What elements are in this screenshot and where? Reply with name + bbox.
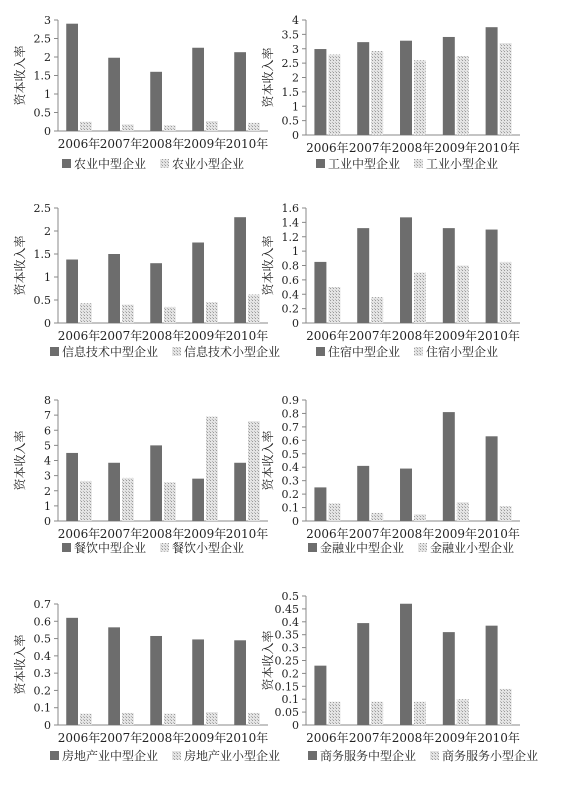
y-tick-label: 0.7 [33, 598, 51, 611]
y-tick-label: 1.6 [281, 202, 299, 215]
y-tick-label: 0.5 [281, 590, 299, 603]
bar-medium-2 [357, 466, 369, 521]
y-axis-label: 资本收入率 [13, 235, 27, 296]
x-category-label: 2008年 [391, 731, 435, 745]
x-category-label: 2006年 [306, 731, 349, 745]
legend-label-small: 商务服务小型企业 [442, 749, 539, 763]
legend-swatch-small [160, 159, 169, 168]
x-category-label: 2010年 [225, 137, 269, 151]
legend-swatch-small [418, 543, 427, 552]
bar-small-1 [328, 504, 340, 521]
y-tick-label: 2 [44, 51, 51, 64]
legend-swatch-medium [308, 543, 317, 552]
x-category-label: 2006年 [57, 137, 101, 151]
bar-small-2 [122, 713, 134, 725]
bar-medium-1 [314, 262, 326, 323]
x-category-label: 2007年 [348, 731, 392, 745]
bar-medium-2 [108, 627, 120, 725]
x-category-label: 2010年 [477, 527, 520, 541]
y-tick-label: 0.3 [281, 641, 299, 655]
bar-medium-5 [486, 230, 498, 323]
legend-swatch-medium [308, 751, 317, 760]
bar-small-2 [371, 297, 383, 323]
y-tick-label: 0.3 [33, 667, 51, 681]
x-category-label: 2008年 [391, 527, 435, 541]
x-category-label: 2007年 [99, 527, 143, 541]
chart-panel-2 [260, 14, 520, 171]
bar-small-2 [371, 702, 383, 725]
y-tick-label: 0.6 [281, 273, 299, 287]
legend-swatch-medium [62, 543, 71, 552]
x-category-label: 2006年 [57, 329, 101, 343]
y-tick-label: 0.4 [33, 649, 51, 663]
bar-small-5 [500, 506, 512, 521]
bar-small-4 [206, 302, 218, 323]
y-tick-label: 0 [292, 719, 299, 732]
y-tick-label: 4 [292, 14, 299, 27]
bar-medium-3 [150, 72, 162, 131]
y-tick-label: 4 [44, 454, 51, 468]
legend-swatch-medium [316, 159, 325, 168]
y-tick-label: 2.5 [281, 57, 299, 71]
legend-label-medium: 工业中型企业 [328, 157, 401, 171]
x-category-label: 2009年 [183, 329, 227, 343]
y-tick-label: 1 [44, 88, 51, 101]
bar-medium-2 [357, 228, 369, 323]
x-category-label: 2009年 [434, 329, 478, 343]
bar-small-3 [164, 307, 176, 323]
legend-swatch-small [172, 751, 181, 760]
y-tick-label: 0 [44, 515, 51, 528]
y-tick-label: 0.3 [281, 474, 299, 488]
y-tick-label: 0.15 [274, 680, 299, 694]
chart-panel-1 [12, 14, 268, 171]
legend-label-medium: 房地产业中型企业 [62, 749, 159, 763]
chart-panel-8 [260, 590, 538, 763]
legend-label-small: 工业小型企业 [426, 157, 499, 171]
bar-small-2 [122, 305, 134, 323]
bar-small-4 [206, 712, 218, 725]
bar-medium-1 [314, 666, 326, 725]
legend-swatch-medium [316, 347, 325, 356]
y-tick-label: 0.5 [33, 632, 51, 646]
bar-small-2 [122, 478, 134, 521]
x-category-label: 2009年 [183, 527, 227, 541]
bar-small-1 [328, 55, 340, 136]
x-category-label: 2009年 [434, 527, 478, 541]
y-tick-label: 0.1 [33, 701, 51, 715]
bar-medium-1 [66, 260, 78, 323]
bar-medium-4 [443, 412, 455, 521]
legend-swatch-medium [62, 159, 71, 168]
y-tick-label: 0 [44, 317, 51, 330]
bar-medium-4 [192, 639, 204, 725]
bar-small-5 [248, 294, 260, 323]
legend-label-small: 信息技术小型企业 [184, 345, 281, 359]
y-tick-label: 0.9 [281, 394, 299, 407]
y-tick-label: 0.6 [33, 615, 51, 629]
y-axis-label: 资本收入率 [261, 235, 275, 296]
x-category-label: 2007年 [99, 329, 143, 343]
y-tick-label: 0.35 [274, 628, 299, 642]
bar-medium-3 [400, 469, 412, 521]
bar-medium-1 [66, 453, 78, 521]
x-category-label: 2010年 [477, 329, 520, 343]
bar-small-3 [164, 714, 176, 725]
bar-small-1 [328, 287, 340, 323]
bar-medium-3 [400, 41, 412, 135]
bar-small-5 [248, 713, 260, 725]
y-tick-label: 0.1 [281, 501, 299, 515]
y-axis-label: 资本收入率 [261, 630, 275, 691]
bar-medium-1 [314, 487, 326, 521]
y-tick-label: 0.2 [33, 684, 51, 698]
legend-label-small: 农业小型企业 [172, 157, 245, 171]
y-tick-label: 0.8 [281, 259, 299, 273]
x-category-label: 2008年 [141, 329, 185, 343]
y-axis-label: 资本收入率 [261, 430, 275, 491]
bar-medium-2 [108, 58, 120, 131]
x-category-label: 2008年 [391, 141, 435, 155]
bar-small-4 [206, 121, 218, 131]
legend-label-medium: 金融业中型企业 [320, 541, 405, 555]
bar-medium-5 [486, 626, 498, 725]
x-category-label: 2006年 [306, 527, 349, 541]
legend-swatch-small [172, 347, 181, 356]
y-tick-label: 1.4 [281, 216, 299, 230]
x-category-label: 2010年 [477, 731, 520, 745]
y-tick-label: 0 [292, 515, 299, 528]
y-tick-label: 0.5 [33, 294, 51, 307]
y-tick-label: 1 [44, 271, 51, 284]
y-tick-label: 0.25 [274, 654, 299, 668]
y-axis-label: 资本收入率 [13, 634, 27, 695]
bar-small-5 [500, 43, 512, 135]
bar-medium-2 [357, 623, 369, 725]
bar-small-4 [457, 502, 469, 521]
bar-medium-4 [192, 243, 204, 324]
x-category-label: 2006年 [306, 141, 349, 155]
legend-label-small: 房地产业小型企业 [184, 749, 281, 763]
bar-medium-5 [234, 463, 246, 521]
legend-swatch-medium [50, 347, 59, 356]
x-category-label: 2007年 [348, 141, 392, 155]
y-tick-label: 1 [44, 499, 51, 513]
y-tick-label: 1.5 [33, 69, 51, 83]
bar-medium-3 [150, 636, 162, 725]
y-tick-label: 0.45 [274, 602, 299, 616]
bar-small-2 [371, 51, 383, 135]
y-tick-label: 2 [44, 484, 51, 498]
x-category-label: 2008年 [141, 731, 185, 745]
chart-panel-4 [260, 202, 520, 359]
x-category-label: 2010年 [225, 329, 269, 343]
bar-medium-3 [150, 445, 162, 521]
bar-medium-3 [150, 263, 162, 323]
bar-medium-5 [234, 52, 246, 131]
bar-small-4 [206, 417, 218, 521]
y-tick-label: 1.5 [281, 85, 299, 99]
y-tick-label: 0.4 [281, 461, 299, 475]
bar-medium-3 [400, 217, 412, 323]
x-category-label: 2008年 [141, 527, 185, 541]
legend-label-small: 金融业小型企业 [430, 541, 515, 555]
chart-panel-7 [12, 598, 280, 763]
y-tick-label: 0.7 [281, 420, 299, 434]
bar-medium-5 [234, 640, 246, 725]
legend-label-small: 住宿小型企业 [426, 345, 499, 359]
bar-small-5 [500, 262, 512, 323]
bar-medium-5 [234, 217, 246, 323]
bar-medium-5 [486, 27, 498, 135]
y-tick-label: 0.4 [281, 615, 299, 629]
bar-medium-1 [66, 618, 78, 725]
y-tick-label: 0 [44, 719, 51, 732]
bar-small-1 [80, 481, 92, 521]
bar-small-4 [457, 56, 469, 135]
y-tick-label: 6 [44, 424, 51, 438]
bar-small-2 [122, 124, 134, 131]
bar-small-1 [328, 702, 340, 725]
bar-small-1 [80, 714, 92, 725]
legend-swatch-small [414, 159, 423, 168]
y-tick-label: 2.5 [33, 32, 51, 46]
y-tick-label: 0 [292, 317, 299, 330]
legend-swatch-small [160, 543, 169, 552]
x-category-label: 2007年 [348, 527, 392, 541]
y-tick-label: 0 [292, 129, 299, 142]
bar-small-3 [414, 60, 426, 135]
y-tick-label: 0.5 [281, 114, 299, 128]
bar-small-2 [371, 513, 383, 521]
y-tick-label: 8 [44, 394, 51, 407]
legend-swatch-small [414, 347, 423, 356]
bar-medium-1 [66, 24, 78, 131]
x-category-label: 2009年 [434, 731, 478, 745]
bar-small-1 [80, 122, 92, 131]
y-tick-label: 0.4 [281, 288, 299, 302]
x-category-label: 2007年 [348, 329, 392, 343]
x-category-label: 2006年 [57, 731, 101, 745]
y-tick-label: 2.5 [33, 202, 51, 215]
legend-label-medium: 农业中型企业 [74, 157, 147, 171]
x-category-label: 2010年 [225, 527, 269, 541]
y-tick-label: 2 [292, 71, 299, 85]
y-tick-label: 1.5 [33, 248, 51, 261]
legend-label-medium: 商务服务中型企业 [320, 749, 417, 763]
y-tick-label: 1.2 [281, 230, 299, 244]
chart-panel-5 [12, 394, 268, 555]
y-tick-label: 5 [44, 439, 51, 453]
x-category-label: 2008年 [141, 137, 185, 151]
y-tick-label: 7 [44, 409, 51, 423]
y-tick-label: 0.2 [281, 667, 299, 681]
x-category-label: 2009年 [183, 731, 227, 745]
y-tick-label: 3 [44, 469, 51, 483]
y-tick-label: 0.05 [274, 706, 299, 720]
x-category-label: 2006年 [306, 329, 349, 343]
x-category-label: 2010年 [225, 731, 269, 745]
x-category-label: 2008年 [391, 329, 435, 343]
y-tick-label: 0 [44, 125, 51, 138]
bar-medium-2 [108, 463, 120, 521]
bar-small-4 [457, 699, 469, 725]
bar-medium-4 [443, 632, 455, 725]
legend-swatch-small [430, 751, 439, 760]
x-category-label: 2009年 [434, 141, 478, 155]
bar-small-5 [248, 123, 260, 131]
bar-small-3 [414, 514, 426, 521]
bar-medium-2 [108, 254, 120, 323]
x-category-label: 2010年 [477, 141, 520, 155]
bar-medium-4 [443, 228, 455, 323]
legend-label-small: 餐饮小型企业 [172, 541, 245, 555]
bar-medium-3 [400, 604, 412, 725]
legend-label-medium: 餐饮中型企业 [74, 541, 147, 555]
legend-label-medium: 住宿中型企业 [328, 345, 401, 359]
legend-label-medium: 信息技术中型企业 [62, 345, 159, 359]
bar-medium-4 [192, 479, 204, 521]
bar-small-5 [248, 421, 260, 521]
bar-small-3 [164, 482, 176, 521]
y-tick-label: 1 [292, 100, 299, 114]
y-tick-label: 3 [44, 14, 51, 27]
y-axis-label: 资本收入率 [13, 430, 27, 491]
bar-medium-1 [314, 49, 326, 135]
bar-medium-2 [357, 42, 369, 135]
bar-small-1 [80, 303, 92, 323]
y-tick-label: 2 [44, 225, 51, 238]
bar-medium-4 [443, 37, 455, 135]
y-tick-label: 0.5 [33, 106, 51, 120]
bar-medium-4 [192, 48, 204, 131]
y-axis-label: 资本收入率 [261, 47, 275, 108]
y-tick-label: 0.2 [281, 488, 299, 502]
x-category-label: 2007年 [99, 137, 143, 151]
y-tick-label: 1 [292, 245, 299, 259]
bar-medium-5 [486, 436, 498, 521]
bar-small-5 [500, 689, 512, 725]
legend-swatch-medium [50, 751, 59, 760]
y-tick-label: 0.6 [281, 434, 299, 448]
bar-small-3 [414, 273, 426, 323]
y-axis-label: 资本收入率 [13, 45, 27, 106]
y-tick-label: 0.8 [281, 407, 299, 421]
bar-small-3 [414, 702, 426, 725]
bar-small-3 [164, 125, 176, 131]
y-tick-label: 0.5 [281, 447, 299, 461]
bar-small-4 [457, 266, 469, 324]
x-category-label: 2006年 [57, 527, 101, 541]
y-tick-label: 0.2 [281, 302, 299, 316]
chart-panel-3 [12, 202, 280, 359]
x-category-label: 2007年 [99, 731, 143, 745]
y-tick-label: 3 [292, 42, 299, 56]
chart-panel-6 [260, 394, 520, 555]
y-tick-label: 3.5 [281, 28, 299, 42]
y-tick-label: 0.1 [281, 693, 299, 707]
x-category-label: 2009年 [183, 137, 227, 151]
